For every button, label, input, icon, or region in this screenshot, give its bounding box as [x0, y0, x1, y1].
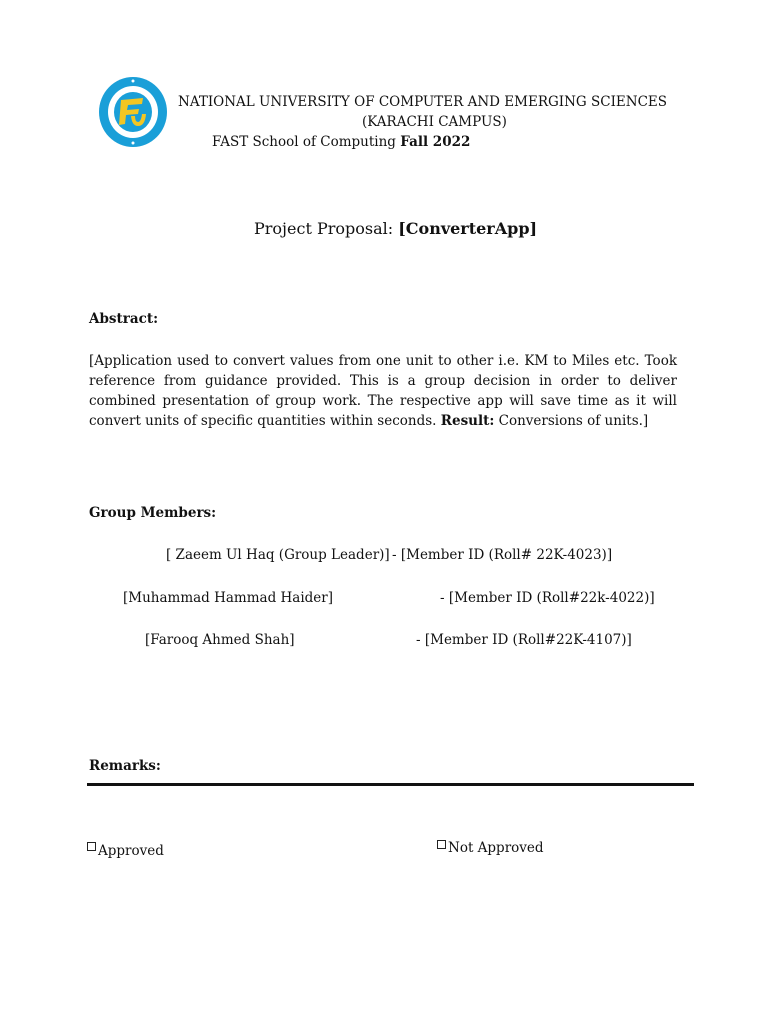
abstract-label: Abstract: — [89, 311, 159, 327]
result-text: Conversions of units.] — [494, 413, 649, 429]
not-approved-checkbox[interactable] — [437, 840, 446, 849]
page-title — [254, 219, 537, 238]
university-logo — [98, 76, 168, 148]
school-name: FAST School of Computing — [212, 134, 401, 150]
result-label: Result: — [440, 413, 495, 429]
approved-label: Approved — [98, 843, 164, 859]
term: Fall 2022 — [400, 134, 471, 150]
member-name: [Farooq Ahmed Shah] — [145, 632, 295, 648]
project-name: [ConverterApp] — [398, 219, 538, 238]
abstract-text — [89, 351, 677, 431]
remarks-label: Remarks: — [89, 758, 161, 774]
member-id: - [Member ID (Roll#22K-4107)] — [416, 632, 632, 648]
approved-option — [87, 840, 164, 859]
not-approved-option — [437, 838, 544, 854]
group-members-label: Group Members: — [89, 505, 217, 521]
approved-checkbox[interactable] — [87, 842, 96, 851]
not-approved-label: Not Approved — [448, 840, 544, 856]
member-name: [ Zaeem Ul Haq (Group Leader)] — [166, 547, 390, 563]
remarks-divider — [87, 783, 694, 786]
abstract-body: [Application used to convert values from one unit to other i.e. KM to Miles etc. Took reference from guidance provided. This is a group decision in order to deliver combined presentation of group work. The respective app will save time as it will convert units of specific quantities within seconds. — [89, 353, 677, 429]
member-name: [Muhammad Hammad Haider] — [123, 590, 334, 606]
member-id: - [Member ID (Roll#22k-4022)] — [440, 590, 655, 606]
campus-name: (KARACHI CAMPUS) — [362, 114, 507, 130]
title-prefix: Project Proposal: — [254, 219, 399, 238]
school-line — [212, 134, 470, 150]
university-name: NATIONAL UNIVERSITY OF COMPUTER AND EMERGING SCIENCES — [178, 94, 667, 110]
member-id: - [Member ID (Roll# 22K-4023)] — [392, 547, 613, 563]
